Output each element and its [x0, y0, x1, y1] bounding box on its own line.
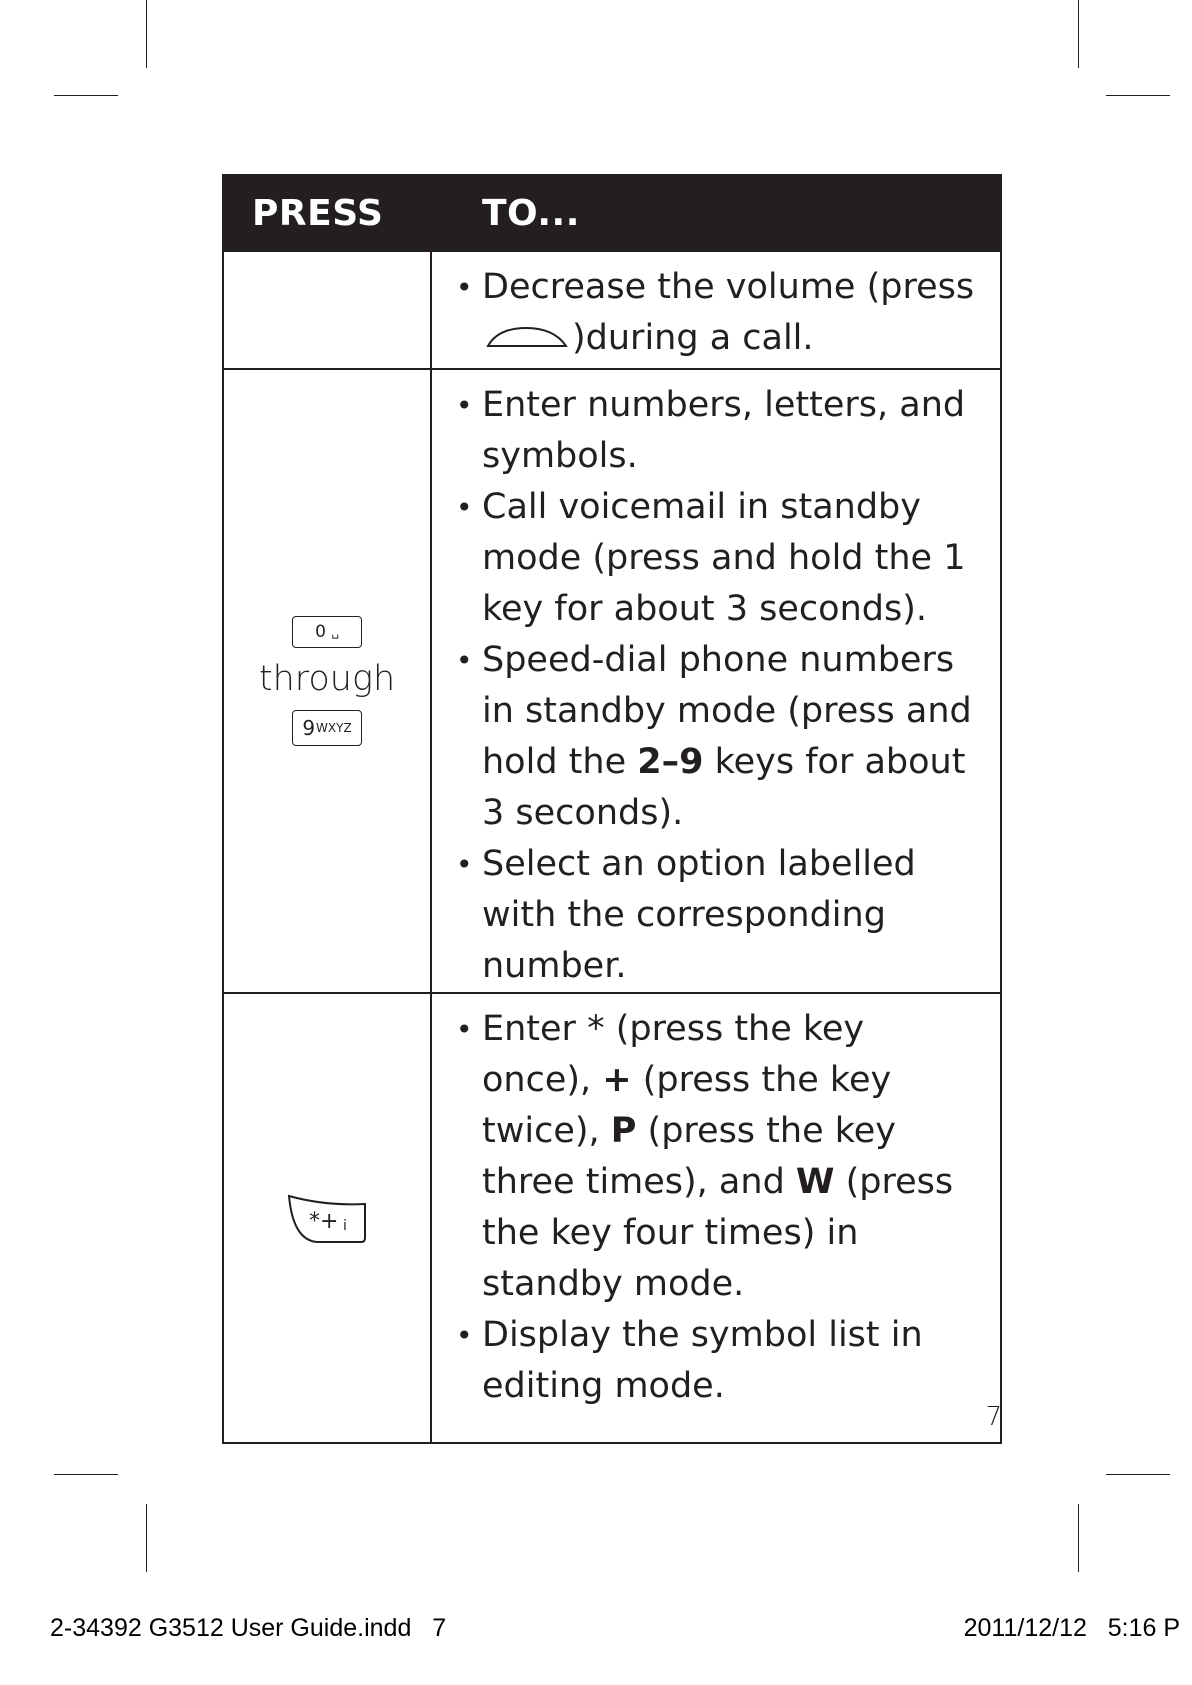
bullet-list [432, 994, 1000, 1412]
through-label: through [258, 659, 396, 699]
description-cell [431, 993, 1001, 1443]
key-function-table [222, 174, 1002, 1444]
press-cell [223, 993, 431, 1443]
list-item: • Decrease the volume (press )during a call. [482, 262, 980, 364]
svg-text:i: i [343, 1218, 347, 1234]
header-press: PRESS [223, 175, 431, 251]
bullet-list [432, 252, 1000, 364]
table-row [223, 993, 1001, 1443]
crop-mark [1106, 1474, 1170, 1475]
slug-filename: 2-34392 G3512 User Guide.indd 7 [50, 1614, 447, 1642]
press-cell [223, 369, 431, 993]
header-to: TO... [431, 175, 1001, 251]
list-item: • Display the symbol list in editing mode. [482, 1310, 980, 1412]
star-plus-key-icon [285, 1192, 369, 1244]
description-cell [431, 369, 1001, 993]
list-item: • Enter * (press the key once), + (press the key twice), P (press the key three times), and W (press the key four times) in standby mode. [482, 1004, 980, 1310]
page-number: 7 [985, 1402, 1002, 1432]
list-item: • Enter numbers, letters, and symbols. [482, 380, 980, 482]
table-row [223, 369, 1001, 993]
crop-mark [54, 1474, 118, 1475]
volume-down-key-icon [482, 324, 570, 354]
crop-mark [1078, 0, 1079, 68]
crop-mark [146, 1504, 147, 1572]
table-row [223, 251, 1001, 369]
press-cell [223, 251, 431, 369]
zero-key-icon: 0 ␣ [292, 616, 362, 648]
slug-timestamp: 2011/12/12 5:16 P [963, 1614, 1180, 1642]
crop-mark [146, 0, 147, 68]
bullet-list [432, 370, 1000, 992]
description-cell [431, 251, 1001, 369]
svg-text:*+: *+ [309, 1209, 339, 1234]
list-item: • Select an option labelled with the corresponding number. [482, 839, 980, 992]
crop-mark [1106, 95, 1170, 96]
table-header-row [223, 175, 1001, 251]
nine-key-icon: 9 WXYZ [292, 710, 362, 746]
crop-mark [1078, 1504, 1079, 1572]
list-item: • Speed-dial phone numbers in standby mode (press and hold the 2–9 keys for about 3 seconds). [482, 635, 980, 839]
list-item: • Call voicemail in standby mode (press and hold the 1 key for about 3 seconds). [482, 482, 980, 635]
crop-mark [54, 95, 118, 96]
